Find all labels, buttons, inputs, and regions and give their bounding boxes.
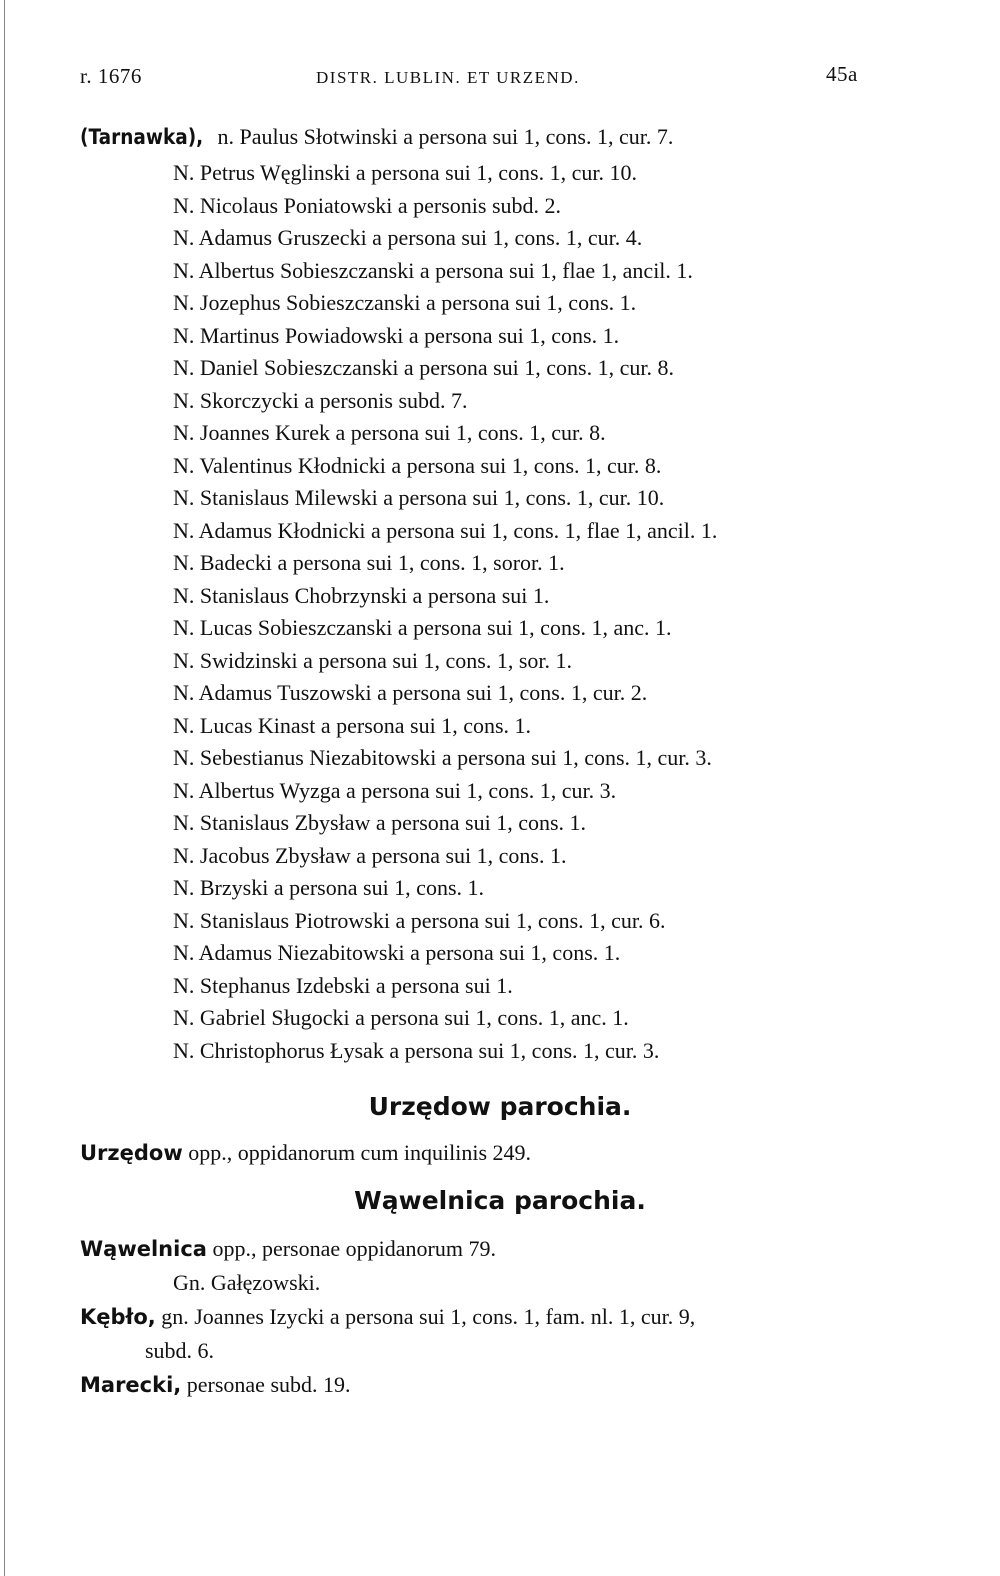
list-item: N. Adamus Gruszecki a persona sui 1, cons. 1, cur. 4. [173,225,643,250]
wawelnica-subentry: Gn. Gałęzowski. [173,1270,321,1295]
list-item: N. Stanislaus Piotrowski a persona sui 1, cons. 1, cur. 6. [173,907,666,933]
tarnawka-first-entry [80,124,673,150]
keblo-continuation: subd. 6. [145,1338,215,1363]
list-item: N. Albertus Wyzga a persona sui 1, cons. 1, cur. 3. [173,777,617,803]
wawelnica-entry [80,1236,496,1262]
list-item: N. Adamus Niezabitowski a persona sui 1, cons. 1. [173,940,621,965]
section-title-urzedow: Urzędow parochia. [368,1092,632,1121]
list-item: N. Badecki a persona sui 1, cons. 1, soror. 1. [173,550,565,575]
list-item: N. Martinus Powiadowski a persona sui 1, cons. 1. [173,322,620,348]
page-number: 45a [826,62,858,86]
place-name-urzedow: Urzędow [80,1141,183,1165]
urzedow-entry [80,1140,531,1166]
list-item: N. Stanislaus Zbysław a persona sui 1, cons. 1. [173,810,587,835]
list-item: N. Gabriel Sługocki a persona sui 1, cons. 1, anc. 1. [173,1005,629,1030]
entry-text: opp., oppidanorum cum inquilinis 249. [182,1140,532,1165]
list-item: N. Stephanus Izdebski a persona sui 1. [173,972,513,998]
list-item: N. Swidzinski a persona sui 1, cons. 1, sor. 1. [173,647,573,673]
list-item: N. Daniel Sobieszczanski a persona sui 1, cons. 1, cur. 8. [173,355,674,380]
place-name-marecki: Marecki, [80,1373,182,1397]
section-title-wawelnica: Wąwelnica parochia. [354,1186,646,1215]
list-item: N. Lucas Kinast a persona sui 1, cons. 1. [173,712,532,738]
marecki-entry [80,1372,351,1398]
header-year: r. 1676 [80,64,142,88]
entry-text: n. Paulus Słotwinski a persona sui 1, cons. 1, cur. 7. [211,124,674,149]
list-item: N. Adamus Kłodnicki a persona sui 1, cons. 1, flae 1, ancil. 1. [173,517,718,543]
place-name-keblo: Kębło, [80,1305,156,1329]
list-item: N. Skorczycki a personis subd. 7. [173,387,468,413]
list-item: N. Jacobus Zbysław a persona sui 1, cons. 1. [173,842,567,868]
list-item: N. Petrus Węglinski a persona sui 1, cons. 1, cur. 10. [173,160,637,185]
list-item: N. Stanislaus Chobrzynski a persona sui 1. [173,582,550,608]
entry-text: opp., personae oppidanorum 79. [206,1236,496,1261]
list-item: N. Stanislaus Milewski a persona sui 1, cons. 1, cur. 10. [173,485,665,510]
list-item: N. Adamus Tuszowski a persona sui 1, cons. 1, cur. 2. [173,680,648,705]
list-item: N. Joannes Kurek a persona sui 1, cons. 1, cur. 8. [173,420,606,445]
running-title: DISTR. LUBLIN. ET URZEND. [316,68,580,87]
list-item: N. Christophorus Łysak a persona sui 1, cons. 1, cur. 3. [173,1037,660,1063]
entry-text: gn. Joannes Izycki a persona sui 1, cons. 1, fam. nl. 1, cur. 9, [155,1304,696,1329]
list-item: N. Sebestianus Niezabitowski a persona sui 1, cons. 1, cur. 3. [173,745,712,770]
place-name-wawelnica: Wąwelnica [80,1237,207,1261]
list-item: N. Nicolaus Poniatowski a personis subd. 2. [173,192,562,218]
list-item: N. Brzyski a persona sui 1, cons. 1. [173,875,485,900]
list-item: N. Jozephus Sobieszczanski a persona sui 1, cons. 1. [173,290,637,315]
list-item: N. Albertus Sobieszczanski a persona sui 1, flae 1, ancil. 1. [173,257,693,283]
entry-text: personae subd. 19. [181,1372,351,1397]
place-name-tarnawka: (Tarnawka), [80,125,204,149]
list-item: N. Valentinus Kłodnicki a persona sui 1, cons. 1, cur. 8. [173,452,662,478]
page-edge-line [4,0,5,1576]
keblo-entry [80,1304,695,1330]
list-item: N. Lucas Sobieszczanski a persona sui 1, cons. 1, anc. 1. [173,615,672,640]
tarnawka-entry-list [173,157,717,1067]
